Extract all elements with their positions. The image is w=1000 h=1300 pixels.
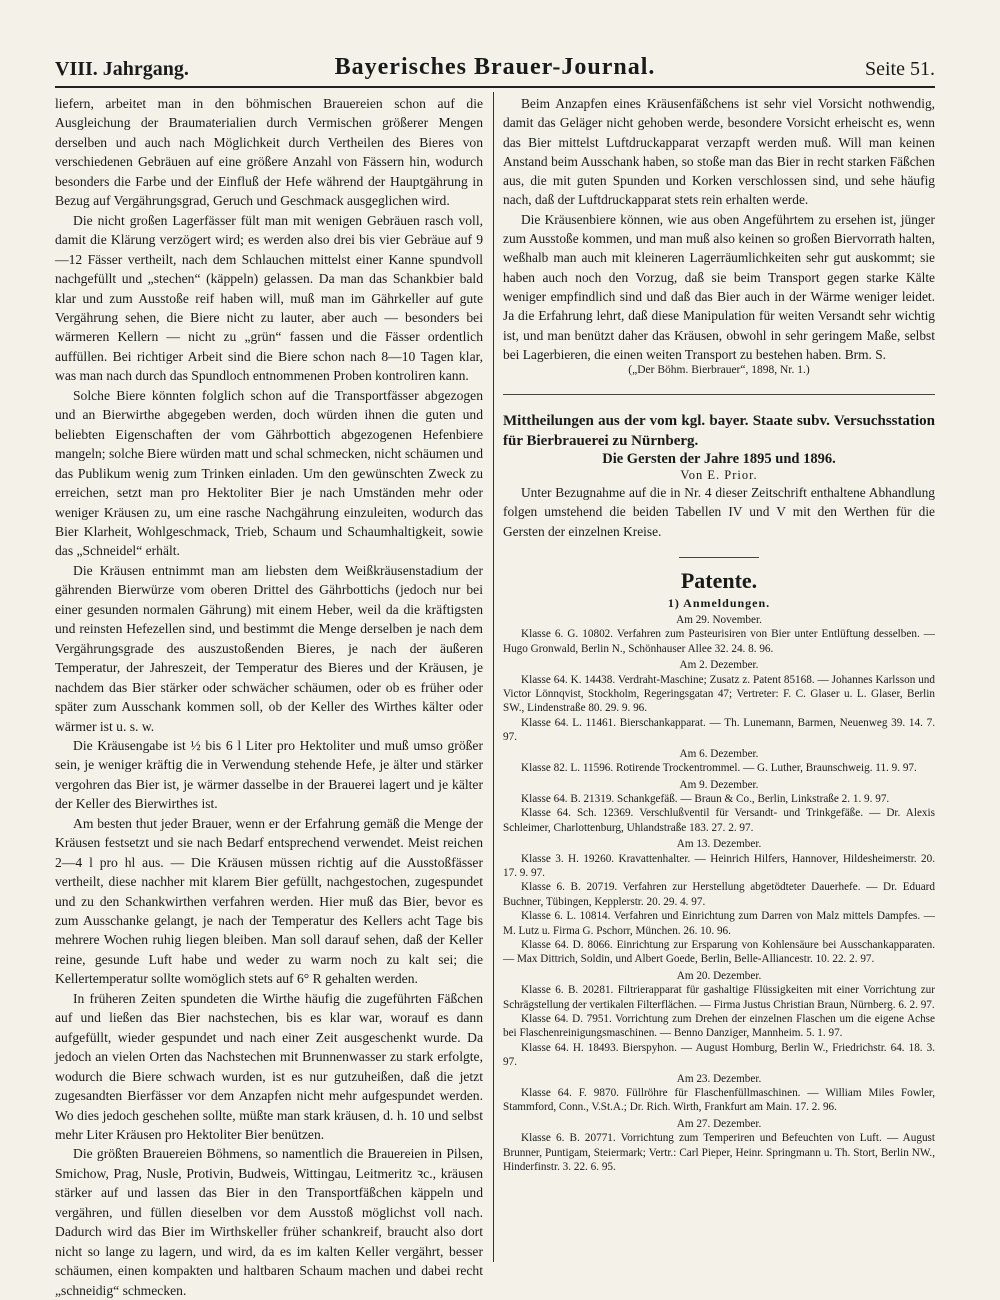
- page-number: Seite 51.: [865, 58, 935, 80]
- paragraph: Die größten Brauereien Böhmens, so namentlich die Brauereien in Pilsen, Smichow, Prag, Nusle, Protivin, Budweis, Wittingau, Leitmeritz ꝛc., kräusen stärker auf und lassen das Bier in den Transportfäßchen käppeln und vergähren, und füllen dieselben vor dem Ausstoß möglichst voll nach. Dadurch wird das Bier im Wirthskeller früher schankreif, braucht also dort nicht so lange zu lagern, und wird, da es im kalten Keller vergährt, besser schäumen, einen kompakten und haltbaren Schaum machen und dabei recht „schneidig“ schmecken.: [55, 1146, 483, 1298]
- paragraph: Die Kräusen entnimmt man am liebsten dem Weißkräusenstadium der gährenden Bierwürze vom oberen Drittel des Gährbottichs (jedoch nur bei einer gesunden normalen Gährung) mit einem Heber, weil da die kräftigsten und reinsten Hefezellen sind, und bestimmt die Menge derselben je nach dem Vergährungsgrade des auszustoßenden Bieres, je nach der äußeren Temperatur, der Jahreszeit, der Temperatur des Bieres und der Kräusen, je nachdem das Bier stärker oder schwächer schäumen, oder ob es früher oder später zum Ausschank kommen soll, ob der Keller des Wirthes kälter oder wärmer ist u. s. w.: [55, 562, 483, 734]
- patent-date: Am 6. Dezember.: [679, 747, 759, 760]
- section-title: Mittheilungen aus der vom kgl. bayer. Staate subv. Versuchsstation für Bierbrauerei zu Nürnberg.: [503, 413, 935, 450]
- patent-date: Am 2. Dezember.: [679, 659, 759, 672]
- patents-list: [503, 613, 935, 1174]
- patent-entry: Klasse 64. L. 11461. Bierschankapparat. — Th. Lunemann, Barmen, Neuenweg 39. 14. 7. 97.: [503, 716, 935, 744]
- paragraph: Die Kräusengabe ist ½ bis 6 l Liter pro Hektoliter und muß umso größer sein, je weniger kräftig die in Verwendung stehende Hefe, je älter und stärker vergohren das Bier ist, je wärmer dasselbe in der Brauerei lagert und je kälter der Keller des Bierwirthes ist.: [55, 737, 483, 812]
- patent-entry: Klasse 82. L. 11596. Rotirende Trockentrommel. — G. Luther, Braunschweig. 11. 9. 97.: [521, 762, 917, 775]
- paragraph: Am besten thut jeder Brauer, wenn er der Erfahrung gemäß die Menge der Kräusen festsetzt und sie nach Bedarf entsprechend verwendet. Meist reichen 2—4 l pro hl aus. — Die Kräusen müssen richtig auf die Ausstoßfässer vertheilt, diese nachher mit klarem Bier gefüllt, nachgestochen, zugespundet und zu den Schankwirthen verfahren werden. Hier muß das Bier, bevor es zum Ausschanke gelangt, je nach der Temperatur des Kellers acht Tage bis mehrere Wochen ruhig liegen bleiben. Man soll darauf sehen, daß der Keller reine, gesunde Luft habe und weder zu warm noch zu kalt sei; die Kellertemperatur sollte womöglich stets auf 6° R gehalten werden.: [55, 815, 483, 987]
- right-column: [503, 94, 935, 1174]
- patent-entry: Klasse 6. B. 20771. Vorrichtung zum Temperiren und Befeuchten von Luft. — August Brunner, Puntigam, Steiermark; Vertr.: Carl Pieper, Heinr. Springmann u. Th. Stort, Berlin NW., Hinderfinstr. 3. 22. 6. 95.: [503, 1132, 935, 1174]
- paragraph: liefern, arbeitet man in den böhmischen Brauereien schon auf die Ausgleichung der Braumaterialien durch Vermischen größerer Mengen derselben und auch nach Möglichkeit durch Vertheilen des Bieres von verschiedenen Gebräuen auf eine größere Anzahl von Fässern hin, wodurch besonders die Farbe und der Einfluß der Hefe während der Hauptgährung in Bezug auf Vergährungsgrad, Geruch und Geschmack ausgeglichen wird.: [55, 96, 483, 209]
- patents-subtitle: 1) Anmeldungen.: [667, 596, 771, 611]
- patent-date: Am 20. Dezember.: [676, 969, 762, 982]
- patent-date: Am 23. Dezember.: [676, 1072, 762, 1085]
- intro-paragraph: Unter Bezugnahme auf die in Nr. 4 dieser Zeitschrift enthaltene Abhandlung folgen umstehend die beiden Tabellen IV und V mit den Werthen für die Gersten der einzelnen Kreise.: [503, 485, 935, 539]
- short-divider: [679, 557, 759, 558]
- left-column: [55, 94, 483, 1300]
- patent-entry: Klasse 64. Sch. 12369. Verschlußventil für Versandt- und Trinkgefäße. — Dr. Alexis Schleimer, Charlottenburg, Uhlandstraße 183. 27. 2. 97.: [503, 807, 935, 834]
- paragraph: Beim Anzapfen eines Kräusenfäßchens ist sehr viel Vorsicht nothwendig, damit das Geläger nicht gehoben werde, besondere Vorsicht erheischt es, wenn das Bier mittelst Luftdruckapparat verzapft werden muß. Will man keinen Anstand beim Ausschank haben, so stoße man das Bier in recht starken Fäßchen aus, die mit guten Spunden und Korken verschlossen sind, und sehe häufig nach, daß der Luftdruckapparat stets rein erhalten werde.: [503, 96, 935, 208]
- patents-title: Patente.: [680, 568, 758, 594]
- paragraph: Die nicht großen Lagerfässer fült man mit wenigen Gebräuen rasch voll, damit die Klärung verzögert wird; es werden also drei bis vier Gebräue auf 9—12 Fässer vertheilt, nach dem Schlauchen mittelst einer Kanne spundvoll nachgefüllt und „stechen“ (käppeln) gelassen. Da man das Schankbier bald klar und zum Ausstoße reif haben will, muß man im Gährkeller auf gute Vergährung sehen, die Biere nicht zu lauter, aber auch — besonders bei wärmeren Kellern — nicht zu „grün“ fassen und die Fässer ordentlich auffüllen. Bei richtiger Arbeit sind die Biere schon nach 8—10 Tagen klar, was man nach durch das Spundloch entnommenen Proben kontroliren kann.: [55, 212, 483, 384]
- patent-entry: Klasse 64. D. 8066. Einrichtung zur Ersparung von Kohlensäure bei Ausschankapparaten. — Max Dittrich, Soldin, und Albert Goede, Berlin, Belle-Alliancestr. 10. 22. 2. 97.: [503, 938, 935, 966]
- patent-entry: Klasse 64. B. 21319. Schankgefäß. — Braun & Co., Berlin, Linkstraße 2. 1. 9. 97.: [521, 792, 890, 805]
- patent-date: Am 13. Dezember.: [676, 838, 762, 851]
- citation: („Der Böhm. Bierbrauer“, 1898, Nr. 1.): [628, 364, 810, 377]
- page-header: [55, 52, 935, 82]
- patent-date: Am 27. Dezember.: [676, 1117, 762, 1130]
- patent-entry: Klasse 6. B. 20719. Verfahren zur Herstellung abgetödteter Dauerhefe. — Dr. Eduard Buchner, Tübingen, Kepplerstr. 20. 29. 4. 97.: [503, 881, 935, 908]
- paragraph: Die Kräusenbiere können, wie aus oben Angeführtem zu ersehen ist, jünger zum Ausstoße kommen, und man muß also keinen so großen Biervorrath halten, weßhalb man auch mit kleineren Lagerräumlichkeiten sehr gut auskommt; sie haben auch noch den Vorzug, daß sie beim Transport gegen starke Kälte weniger empfindlich sind und daß das Bier auch in der Wärme weniger leidet. Ja die Erfahrung lehrt, daß diese Manipulation für weiten Versandt sehr wichtig ist, und man benützt daher das Kräusen, obwohl in sehr geringem Maße, selbst bei Lagerbieren, die einen weiten Transport zu bestehen haben. Brm. S.: [503, 211, 935, 362]
- volume-label: VIII. Jahrgang.: [55, 58, 189, 80]
- journal-title: Bayerisches Brauer-Journal.: [334, 54, 656, 80]
- patent-date: Am 9. Dezember.: [679, 778, 759, 791]
- paragraph: In früheren Zeiten spundeten die Wirthe häufig die zugeführten Fäßchen auf und ließen das Bier nachstechen, bis es klar war, worauf es dann aufgefüllt, wieder gespundet und nach einer Zeit ausgeschenkt wurde. Da jedoch an vielen Orten das Nachstechen mit Brunnenwasser zu stark erfolgte, wodurch die Biere schwach wurden, ist es nur gutzuheißen, daß die jetzt zugesandten Bierfässer vor dem Anzapfen nicht mehr aufgespundet werden. Wo dies jedoch geschehen sollte, müßte man stark kräusen, d. h. 10 und selbst mehr Liter Kräusen pro Hektoliter Bier benützen.: [55, 990, 483, 1143]
- patent-entry: Klasse 64. D. 7951. Vorrichtung zum Drehen der einzelnen Flaschen um die eigene Achse bei Flaschenreinigungsmaschinen. — Benno Danziger, Mannheim. 5. 1. 97.: [503, 1013, 935, 1040]
- patent-entry: Klasse 64. F. 9870. Füllröhre für Flaschenfüllmaschinen. — William Miles Fowler, Stammford, Conn., V.St.A.; Dr. Rich. Wirth, Frankfurt am Main. 17. 2. 96.: [503, 1087, 935, 1114]
- patent-entry: Klasse 64. H. 18493. Bierspyhon. — August Homburg, Berlin W., Friedrichstr. 64. 18. 3. 97.: [503, 1041, 935, 1069]
- section-divider: [503, 394, 935, 395]
- patent-entry: Klasse 3. H. 19260. Kravattenhalter. — Heinrich Hilfers, Hannover, Hildesheimerstr. 20. 17. 9. 97.: [503, 852, 935, 879]
- patent-entry: Klasse 6. G. 10802. Verfahren zum Pasteurisiren von Bier unter Entlüftung desselben. — Hugo Gronwald, Berlin N., Schönhauser Allee 32. 24. 8. 96.: [503, 628, 935, 655]
- patent-entry: Klasse 6. B. 20281. Filtrierapparat für gashaltige Flüssigkeiten mit einer Vorrichtung zur Schrägstellung der vertikalen Filterflächen. — Firma Justus Christian Braun, Nürnberg. 6. 2. 97.: [503, 984, 935, 1011]
- subsection-title: Die Gersten der Jahre 1895 und 1896.: [602, 451, 836, 468]
- patent-entry: Klasse 6. L. 10814. Verfahren und Einrichtung zum Darren von Malz mittels Dampfes. — M. Lutz u. Firma G. Pschorr, München. 26. 10. 96.: [503, 910, 935, 937]
- byline: Von E. Prior.: [680, 468, 758, 483]
- paragraph: Solche Biere könnten folglich schon auf die Transportfässer abgezogen und an Bierwirthe abgegeben werden, doch würden ihnen die guten und beliebten Eigenschaften der vom Gährbottich abgezogenen Hefenbiere mangeln; solche Biere würden matt und schal schmecken, nicht schäumen und das Publikum wenig zum Trinken einladen. Um den gewünschten Zweck zu erreichen, setzt man pro Hektoliter Bier je nach Umständen mehr oder weniger Kräusen zu, um eine rasche Nachgährung einzuleiten, wodurch das Bier Klarheit, Wohlgeschmack, Trieb, Schaum und Schaumhaltigkeit, sowie das „Schneidel“ erhält.: [55, 387, 483, 559]
- patent-date: Am 29. November.: [676, 614, 762, 627]
- column-divider: [493, 92, 494, 1262]
- header-rule: [55, 86, 935, 88]
- patent-entry: Klasse 64. K. 14438. Verdraht-Maschine; Zusatz z. Patent 85168. — Johannes Karlsson und Victor Lönnqvist, Stockholm, Regeringsgatan 47; Vertreter: F. C. Glaser u. L. Glaser, Berlin SW., Lindenstraße 80. 29. 9. 96.: [503, 673, 935, 715]
